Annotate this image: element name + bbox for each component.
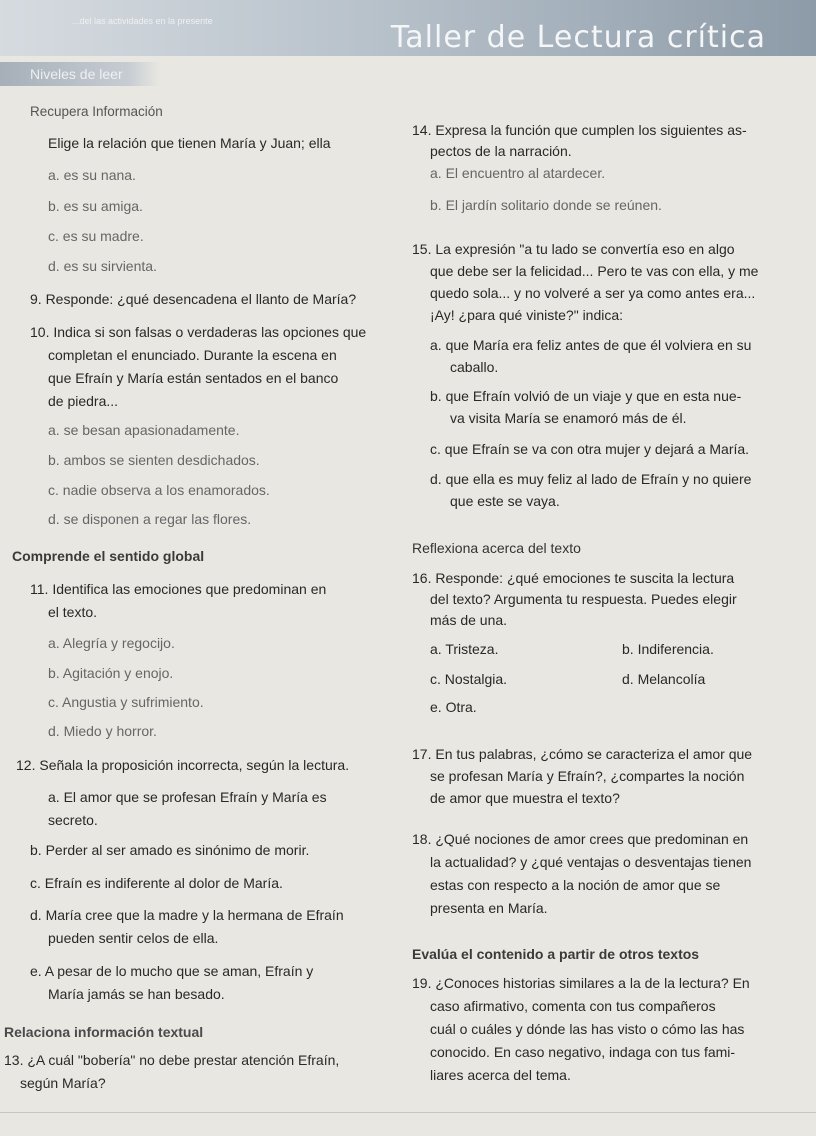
q19-line-1: 19. ¿Conoces historias similares a la de la lectura? En xyxy=(412,975,750,991)
header-small-text: ...del las actividades en la presente xyxy=(72,16,213,26)
q12-option-c: c. Efraín es indiferente al dolor de María. xyxy=(30,875,283,891)
q10-option-d: d. se disponen a regar las flores. xyxy=(48,511,252,527)
q15-option-a: a. que María era feliz antes de que él volviera en su xyxy=(430,337,752,353)
q15-line-1: 15. La expresión "a tu lado se convertía eso en algo xyxy=(412,241,735,257)
q12-option-d: d. María cree que la madre y la hermana de Efraín xyxy=(30,907,344,923)
subheading-comprende: Comprende el sentido global xyxy=(12,548,205,564)
q15-option-d: d. que ella es muy feliz al lado de Efraín y no quiere xyxy=(430,471,752,487)
q11-option-c: c. Angustia y sufrimiento. xyxy=(48,694,204,710)
q16-line-3: más de una. xyxy=(430,612,508,628)
q11-line-1: 11. Identifica las emociones que predominan en xyxy=(30,581,327,597)
question-9: 9. Responde: ¿qué desencadena el llanto de María? xyxy=(30,291,357,307)
q15-line-2: que debe ser la felicidad... Pero te vas con ella, y me xyxy=(430,263,759,279)
q12-option-a: a. El amor que se profesan Efraín y María es xyxy=(48,789,327,805)
q10-option-c: c. nadie observa a los enamorados. xyxy=(48,482,270,498)
q12-option-a-cont: secreto. xyxy=(48,812,98,828)
q17-line-2: se profesan María y Efraín?, ¿compartes la noción xyxy=(430,768,745,784)
q15-option-a-cont: caballo. xyxy=(450,359,499,375)
q10-option-b: b. ambos se sienten desdichados. xyxy=(48,452,260,468)
q15-line-3: quedo sola... y no volveré a ser ya como antes era... xyxy=(430,285,756,301)
question-8: Elige la relación que tienen María y Juan; ella xyxy=(48,135,331,151)
q16-line-1: 16. Responde: ¿qué emociones te suscita la lectura xyxy=(412,570,735,586)
q12-option-d-cont: pueden sentir celos de ella. xyxy=(48,930,219,946)
q10-line-3: que Efraín y María están sentados en el banco xyxy=(48,370,339,386)
q19-line-4: conocido. En caso negativo, indaga con tus fami- xyxy=(430,1044,736,1060)
section-tab-label: Niveles de leer xyxy=(30,66,123,82)
q10-option-a: a. se besan apasionadamente. xyxy=(48,422,240,438)
q16-option-d: d. Melancolía xyxy=(622,671,706,687)
q14-option-b: b. El jardín solitario donde se reúnen. xyxy=(430,197,662,213)
q12-option-b: b. Perder al ser amado es sinónimo de morir. xyxy=(30,842,310,858)
q17-line-1: 17. En tus palabras, ¿cómo se caracteriza el amor que xyxy=(412,746,753,762)
q17-line-3: de amor que muestra el texto? xyxy=(430,790,620,806)
q19-line-3: cuál o cuáles y dónde las has visto o cómo las has xyxy=(430,1021,745,1037)
q14-option-a: a. El encuentro al atardecer. xyxy=(430,165,606,181)
q18-line-3: estas con respecto a la noción de amor que se xyxy=(430,877,721,893)
q10-line-2: completan el enunciado. Durante la escena en xyxy=(48,347,337,363)
q15-line-4: ¡Ay! ¿para qué viniste?" indica: xyxy=(430,307,624,323)
q16-option-b: b. Indiferencia. xyxy=(622,641,714,657)
q15-option-c: c. que Efraín se va con otra mujer y dejará a María. xyxy=(430,441,750,457)
q11-option-b: b. Agitación y enojo. xyxy=(48,665,174,681)
q18-line-4: presenta en María. xyxy=(430,900,548,916)
q14-line-1: 14. Expresa la función que cumplen los siguientes as- xyxy=(412,122,747,138)
q14-line-2: pectos de la narración. xyxy=(430,143,572,159)
subheading-recupera: Recupera Información xyxy=(30,104,163,119)
q18-line-1: 18. ¿Qué nociones de amor crees que predominan en xyxy=(412,831,749,847)
q10-line-1: 10. Indica si son falsas o verdaderas las opciones que xyxy=(30,324,367,340)
q11-option-a: a. Alegría y regocijo. xyxy=(48,635,175,651)
question-12: 12. Señala la proposición incorrecta, según la lectura. xyxy=(16,757,350,773)
page-title: Taller de Lectura crítica xyxy=(390,20,766,55)
q13-line-1: 13. ¿A cuál "bobería" no debe prestar atención Efraín, xyxy=(4,1052,340,1068)
q11-line-2: el texto. xyxy=(48,604,98,620)
q12-option-e-cont: María jamás se han besado. xyxy=(48,986,225,1002)
q15-option-b: b. que Efraín volvió de un viaje y que en esta nue- xyxy=(430,388,742,404)
q15-option-d-cont: que este se vaya. xyxy=(450,493,560,509)
q16-option-c: c. Nostalgia. xyxy=(430,671,508,687)
q8-option-b: b. es su amiga. xyxy=(48,198,143,214)
q18-line-2: la actualidad? y ¿qué ventajas o desventajas tienen xyxy=(430,854,752,870)
q16-option-e: e. Otra. xyxy=(430,699,477,715)
q19-line-2: caso afirmativo, comenta con tus compañeros xyxy=(430,998,716,1014)
q12-option-e: e. A pesar de lo mucho que se aman, Efraín y xyxy=(30,963,314,979)
subheading-relaciona: Relaciona información textual xyxy=(4,1024,204,1040)
q19-line-5: liares acerca del tema. xyxy=(430,1067,571,1083)
bottom-divider xyxy=(0,1112,816,1113)
q16-option-a: a. Tristeza. xyxy=(430,641,499,657)
q16-line-2: del texto? Argumenta tu respuesta. Puedes elegir xyxy=(430,591,737,607)
q11-option-d: d. Miedo y horror. xyxy=(48,723,157,739)
section-tab xyxy=(0,62,160,86)
q8-option-c: c. es su madre. xyxy=(48,228,144,244)
subheading-reflexiona: Reflexiona acerca del texto xyxy=(412,540,581,556)
q10-line-4: de piedra... xyxy=(48,393,119,409)
subheading-evalua: Evalúa el contenido a partir de otros textos xyxy=(412,946,700,962)
q15-option-b-cont: va visita María se enamoró más de él. xyxy=(450,410,687,426)
q13-line-2: según María? xyxy=(20,1075,106,1091)
q8-option-d: d. es su sirvienta. xyxy=(48,258,157,274)
q8-option-a: a. es su nana. xyxy=(48,167,136,183)
